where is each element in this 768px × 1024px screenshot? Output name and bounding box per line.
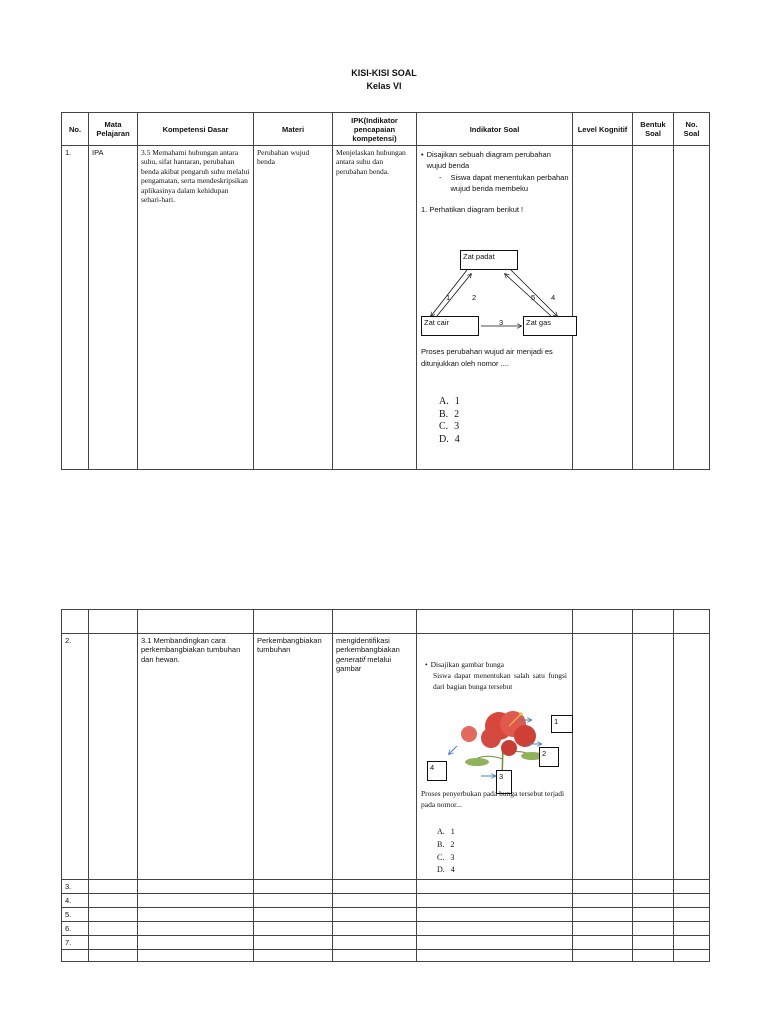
option-a: A. 1 — [437, 827, 455, 836]
box-zat-padat: Zat padat — [460, 250, 518, 270]
flower-arrows — [417, 634, 573, 814]
header-row — [62, 113, 710, 146]
option-c: C. 3 — [439, 421, 460, 432]
header-kd: Kompetensi Dasar — [138, 113, 254, 146]
row2-ipk: mengidentifikasi perkembangbiakan generatif melalui gambar — [333, 634, 417, 880]
option-d: D. 4 — [437, 865, 455, 875]
row1-dash: - Siswa dapat menentukan perbahan wujud benda membeku — [439, 172, 569, 193]
row1-options — [439, 396, 460, 446]
header-level: Level Kognitif — [573, 113, 633, 146]
label-5: 5 — [531, 293, 536, 302]
table-row — [62, 908, 710, 922]
row1-bullet: • Disajikan sebuah diagram perubahan wujud benda — [421, 150, 551, 171]
header-ipk: IPK(Indikator pencapaian kompetensi) — [333, 113, 417, 146]
label-box-3: 3 — [496, 770, 512, 794]
header-indikator: Indikator Soal — [417, 113, 573, 146]
kisi-table-1 — [61, 112, 710, 470]
table-row — [62, 922, 710, 936]
header-nosoal: No. Soal — [674, 113, 710, 146]
row1-materi: Perubahan wujud benda — [254, 146, 333, 470]
row1-kd: 3.5 Memahami hubungan antara suhu, sifat hantaran, perubahan benda akibat pengaruh suhu melalui pengamatan, serta mendeskripsikan aplikasinya dalam kehidupan sehari-hari. — [138, 146, 254, 470]
document-title: KISI-KISI SOAL — [351, 68, 417, 78]
row-no: 6. — [62, 922, 89, 936]
option-b: B. 2 — [437, 839, 455, 849]
option-d: D. 4 — [439, 433, 460, 445]
row1-indikator — [417, 146, 573, 470]
label-box-1: 1 — [551, 715, 573, 733]
table-row — [62, 894, 710, 908]
row1-prompt: Proses perubahan wujud air menjadi es ditunjukkan oleh nomor .... — [421, 347, 553, 368]
label-3: 3 — [499, 318, 504, 327]
row1-ipk: Menjelaskan hubungan antara suhu dan perubahan benda. — [333, 146, 417, 470]
row1-mapel: IPA — [89, 146, 138, 470]
box-zat-gas: Zat gas — [523, 316, 577, 336]
label-2: 2 — [472, 293, 477, 302]
row1-question: 1. Perhatikan diagram berikut ! — [421, 205, 524, 214]
row2-bullet: • Disajikan gambar bunga — [425, 660, 504, 669]
label-1: 1 — [446, 293, 451, 302]
row-no: 7. — [62, 936, 89, 950]
row2-options — [437, 826, 455, 877]
table-row — [62, 950, 710, 962]
row2-prompt: Proses penyerbukan pada bunga tersebut terjadi pada nomor... — [421, 789, 565, 810]
label-box-2: 2 — [539, 747, 559, 767]
header-bentuk: Bentuk Soal — [633, 113, 674, 146]
document-subtitle: Kelas VI — [366, 81, 402, 91]
option-b: B. 2 — [439, 408, 460, 420]
row2-indikator — [417, 634, 573, 880]
table-row — [62, 634, 710, 880]
row2-desc: Siswa dapat menentukan salah satu fungsi dari bagian bunga tersebut — [433, 670, 567, 691]
option-a: A. 1 — [439, 396, 460, 407]
option-c: C. 3 — [437, 852, 455, 862]
row-no: 4. — [62, 894, 89, 908]
row2-materi: Perkembangbiakan tumbuhan — [254, 634, 333, 880]
kisi-table-2 — [61, 609, 710, 962]
diagram-arrows — [417, 146, 573, 346]
table-row — [62, 936, 710, 950]
label-4: 4 — [551, 293, 556, 302]
row1-no: 1. — [62, 146, 89, 470]
table-row — [62, 880, 710, 894]
table-row — [62, 146, 710, 470]
header-mapel: Mata Pelajaran — [89, 113, 138, 146]
box-zat-cair: Zat cair — [421, 316, 479, 336]
row-no — [62, 950, 89, 962]
row-no: 3. — [62, 880, 89, 894]
label-box-4: 4 — [427, 761, 447, 781]
row2-no: 2. — [62, 634, 89, 880]
header-materi: Materi — [254, 113, 333, 146]
header-no: No. — [62, 113, 89, 146]
row2-kd: 3.1 Membandingkan cara perkembangbiakan tumbuhan dan hewan. — [138, 634, 254, 880]
row-no: 5. — [62, 908, 89, 922]
blank-row — [62, 610, 710, 634]
